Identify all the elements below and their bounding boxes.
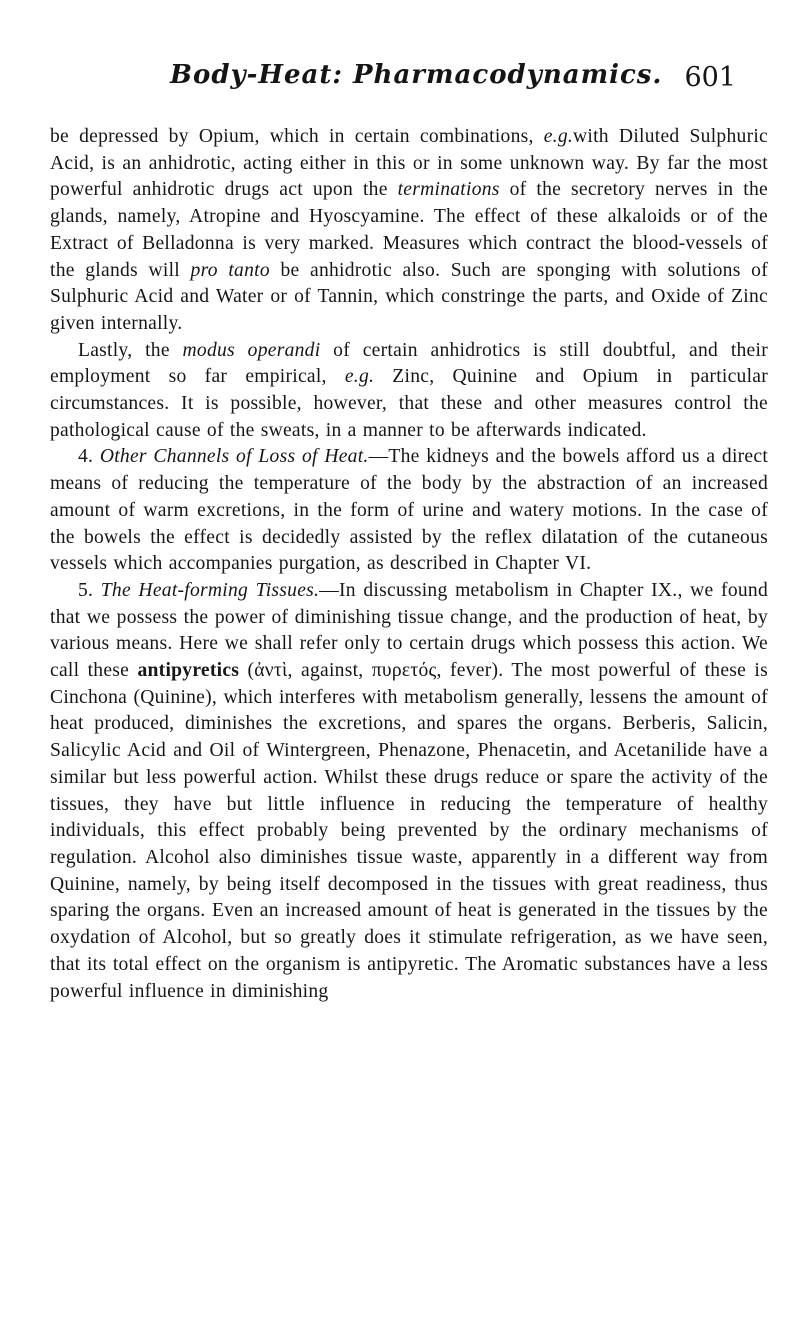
italic-text: e.g. <box>344 366 375 388</box>
italic-text: Other Channels of Loss of Heat. <box>99 446 369 468</box>
text-run: Zinc, Quinine and Opium in particular circumstances. It is possible, however, that these and other measures control the pathological cause of the sweats, in a manner to be afterwards indicated. <box>50 366 768 441</box>
body-text <box>50 124 768 1005</box>
italic-text: modus operandi <box>182 339 321 361</box>
paragraph-modus-operandi <box>50 338 768 445</box>
text-run: —The kidneys and the bowels afford us a direct means of reducing the temperature of the body by the abstraction of an increased amount of warm excretions, in the form of urine and watery motions. In the case of the bowels the effect is decidedly assisted by the reflex dilatation of the cutaneous vessels which accompanies purgation, as described in Chapter VI. <box>50 446 769 575</box>
text-run: be depressed by Opium, which in certain combinations, <box>50 126 544 147</box>
page-header <box>130 60 736 108</box>
italic-text: terminations <box>397 179 500 201</box>
text-run: Lastly, the <box>78 339 183 361</box>
text-run: be anhidrotic also. Such are sponging with solutions of Sulphuric Acid and Water or of Tannin, which constringe the parts, and Oxide of Zinc given internally. <box>50 259 768 334</box>
running-head: Body-Heat: Pharmacodynamics. <box>170 60 663 90</box>
paragraph-anhidrotics <box>50 124 768 338</box>
italic-text: The Heat-forming Tissues. <box>100 579 320 601</box>
text-run: 5. <box>78 579 101 601</box>
paragraph-heat-forming-tissues <box>50 578 768 1005</box>
text-run: (ἀντὶ, against, πυρετός, fever). The most powerful of these is Cinchona (Quinine), which interferes with metabolism generally, lessens the amount of heat produced, diminishes the excretions, and spares the organs. Berberis, Salicin, Salicylic Acid and Oil of Wintergreen, Phenazone, Phenacetin, and Acetanilide have a similar but less powerful action. Whilst these drugs reduce or spare the activity of the tissues, they have but little influence in reducing the temperature of healthy individuals, this effect probably being prevented by the ordinary mechanisms of regulation. Alcohol also diminishes tissue waste, apparently in a different way from Quinine, namely, by being itself decomposed in the tissues with great readiness, thus sparing the organs. Even an increased amount of heat is generated in the tissues by the oxydation of Alcohol, but so greatly does it stimulate refrigeration, as we have seen, that its total effect on the organism is antipyretic. The Aromatic substances have a less powerful influence in diminishing <box>50 660 769 1002</box>
italic-text: e.g. <box>543 126 574 147</box>
text-run: 4. <box>78 446 100 468</box>
text-run: of certain anhidrotics is still doubtful, and their employment so far empirical, <box>50 339 768 388</box>
italic-text: pro tanto <box>190 259 270 281</box>
bold-term: antipyretics <box>137 660 240 682</box>
text-run: —In discussing metabolism in Chapter IX., we found that we possess the power of diminishing tissue change, and the production of heat, by various means. Here we shall refer only to certain drugs which possess this action. We call these <box>50 579 769 682</box>
paragraph-other-channels <box>50 444 768 578</box>
text-run: with Diluted Sulphuric Acid, is an anhidrotic, acting either in this or in some unknown way. By far the most powerful anhidrotic drugs act upon the <box>50 126 768 201</box>
page-number: 601 <box>684 62 736 93</box>
text-run: of the secretory nerves in the glands, namely, Atropine and Hyoscyamine. The effect of these alkaloids or of the Extract of Belladonna is very marked. Measures which contract the blood-vessels of the glands will <box>50 179 768 281</box>
